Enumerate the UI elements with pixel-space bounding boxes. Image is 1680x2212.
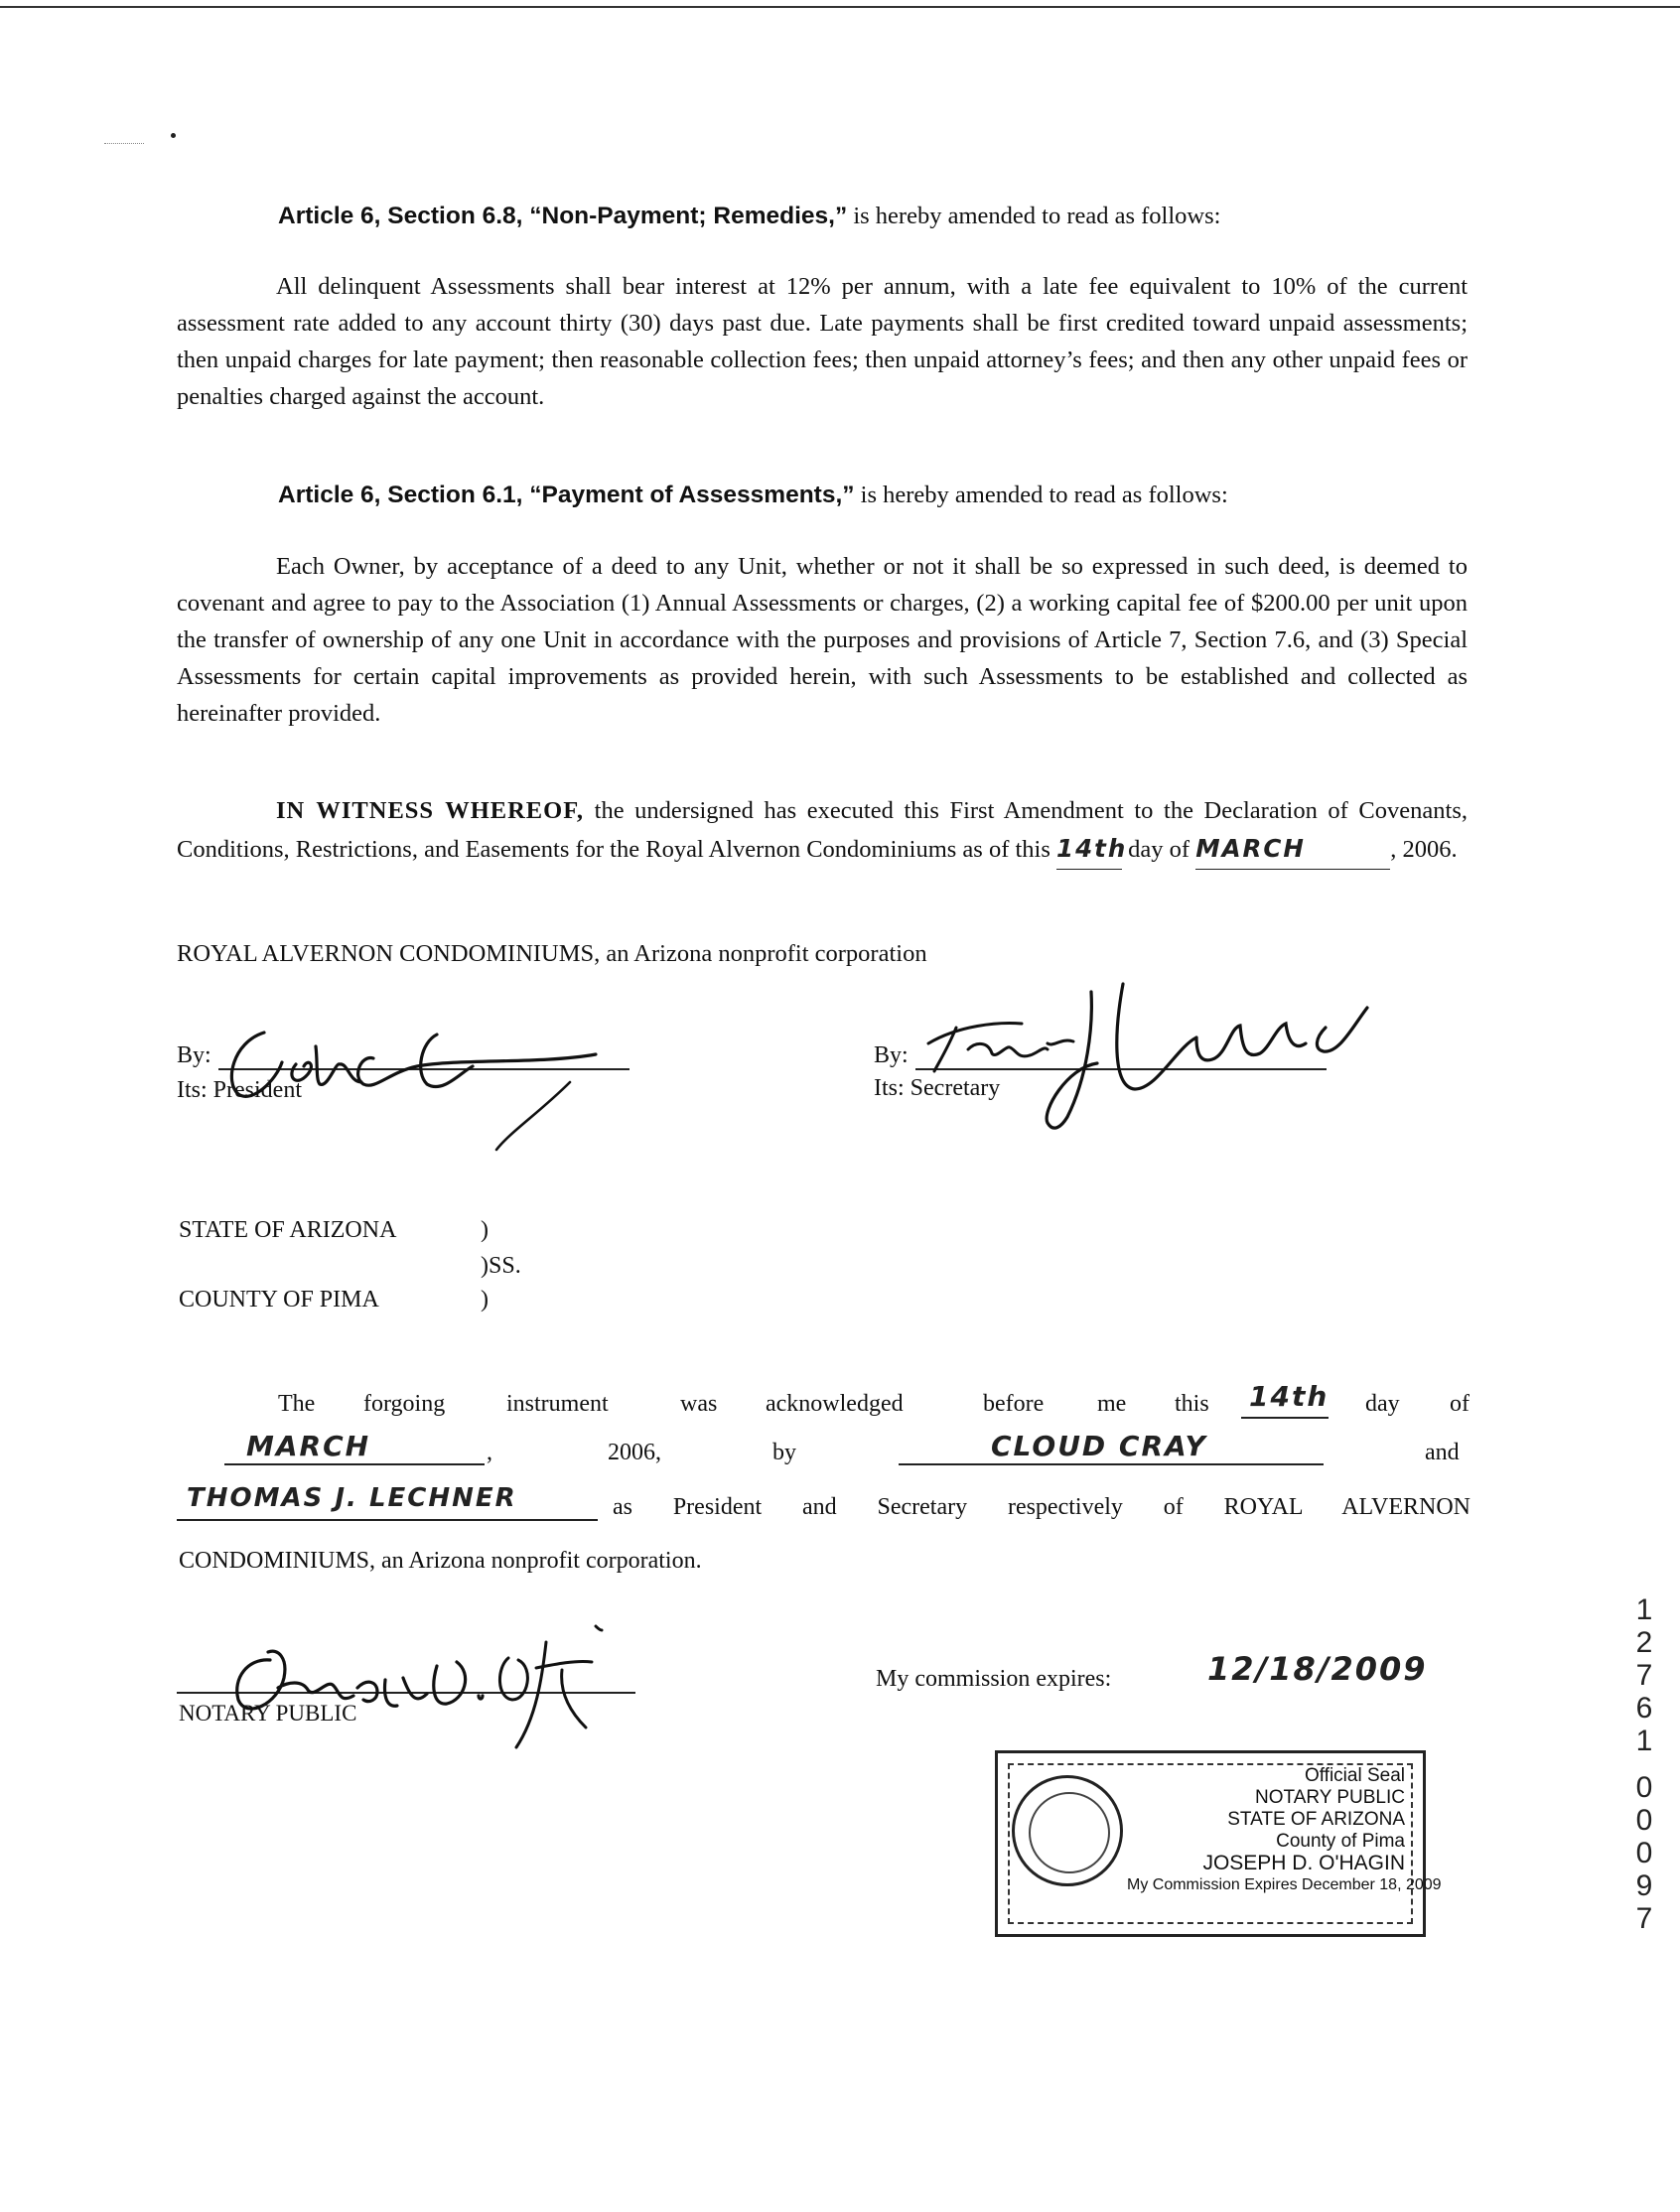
witness-text: the undersigned has executed this First Amendment to the Declaration of Covenants, Conditions, Restrictions, and Easements for the Royal Alvernon Condominiums as of this: [177, 797, 1468, 863]
seal-line: Official Seal: [1304, 1765, 1405, 1786]
ack-word: was: [680, 1391, 718, 1417]
record-digit: 9: [1635, 1869, 1653, 1902]
ack-word: me: [1097, 1391, 1127, 1417]
witness-month-blank: [1195, 830, 1390, 870]
witness-year: , 2006.: [1390, 836, 1458, 863]
seal-line: County of Pima: [1276, 1831, 1405, 1852]
secretary-by-label: By:: [874, 1042, 909, 1068]
section-6-8-text: All delinquent Assessments shall bear interest at 12% per annum, with a late fee equivalent to 10% of the current assessment rate added to any account thirty (30) days past due. Late payments shall be first credited toward unpaid assessments; then unpaid charges for late payment; then reasonable collection fees; then unpaid attorney’s fees; and then any other unpaid fees or penalties charged against the account.: [177, 273, 1468, 410]
witness-day-of: day of: [1122, 836, 1196, 863]
section-6-8-body: [177, 268, 1468, 415]
arizona-seal-emblem: [1012, 1775, 1123, 1886]
ack-word: forgoing: [363, 1391, 446, 1417]
president-signature: [212, 1003, 630, 1162]
witness-paragraph: [177, 792, 1468, 870]
seal-line: My Commission Expires December 18, 2009: [1127, 1876, 1442, 1893]
venue-state: STATE OF ARIZONA: [179, 1217, 397, 1243]
ack-name-president-handwritten: CLOUD CRAY: [991, 1430, 1207, 1462]
ack-month-handwritten: MARCH: [246, 1430, 371, 1462]
venue-paren-1: ): [481, 1217, 489, 1243]
ack-word: this: [1175, 1391, 1209, 1417]
record-digit: 2: [1635, 1626, 1653, 1659]
section-6-1-text: Each Owner, by acceptance of a deed to any Unit, whether or not it shall be so expressed in such deed, is deemed to covenant and agree to pay to the Association (1) Annual Assessments or charges, (2) a working capital fee of $200.00 per unit upon the transfer of ownership of any one Unit in accordance with the purposes and provisions of Article 7, Section 7.6, and (3) Special Assessments for certain capital improvements as provided herein, with such Assessments to be established and collected as hereinafter provided.: [177, 553, 1468, 727]
notary-signature: [218, 1608, 635, 1757]
ack-month-blank: [224, 1463, 485, 1465]
ack-day-handwritten: 14th: [1249, 1380, 1330, 1413]
ack-capacity-text: as President and Secretary respectively of ROYAL ALVERNON: [613, 1494, 1470, 1520]
record-gap: [1632, 1757, 1656, 1771]
record-digit: 6: [1635, 1692, 1653, 1725]
record-digit: 0: [1635, 1837, 1653, 1869]
ack-comma: ,: [487, 1440, 492, 1465]
venue-ss: )SS.: [481, 1253, 521, 1279]
scan-speck: [171, 133, 176, 138]
president-title: Its: President: [177, 1077, 302, 1103]
ack-and: and: [1425, 1440, 1460, 1465]
seal-line: STATE OF ARIZONA: [1227, 1809, 1405, 1830]
witness-month-handwritten: MARCH: [1195, 834, 1306, 863]
corporation-line: [177, 935, 1468, 972]
ack-name-secretary-handwritten: THOMAS J. LECHNER: [187, 1483, 517, 1513]
secretary-title: Its: Secretary: [874, 1075, 1001, 1101]
section-6-8-heading-bold: Article 6, Section 6.8, “Non-Payment; Remedies,”: [278, 203, 848, 229]
seal-text: [1127, 1765, 1442, 1896]
corporation-name: ROYAL ALVERNON CONDOMINIUMS, an Arizona nonprofit corporation: [177, 940, 927, 967]
ack-by: by: [772, 1440, 796, 1465]
notary-public-label: NOTARY PUBLIC: [179, 1701, 357, 1726]
witness-lead: IN WITNESS WHEREOF,: [276, 797, 585, 824]
record-digit: 7: [1635, 1902, 1653, 1935]
section-6-8-heading-rest: is hereby amended to read as follows:: [847, 203, 1221, 229]
section-6-8-heading: [278, 203, 1220, 230]
seal-line: NOTARY PUBLIC: [1255, 1787, 1405, 1808]
record-digit: 7: [1635, 1659, 1653, 1692]
section-6-1-body: [177, 548, 1468, 732]
ack-word: before: [983, 1391, 1045, 1417]
record-number: [1632, 1593, 1656, 1935]
scan-top-edge: [0, 6, 1680, 8]
ack-word: The: [278, 1391, 316, 1417]
venue-paren-2: ): [481, 1287, 489, 1313]
section-6-1-heading-bold: Article 6, Section 6.1, “Payment of Assessments,”: [278, 482, 855, 508]
ack-name-secretary-blank: [177, 1519, 598, 1521]
ack-last-line: CONDOMINIUMS, an Arizona nonprofit corporation.: [179, 1548, 702, 1574]
section-6-1-heading-rest: is hereby amended to read as follows:: [854, 482, 1228, 508]
seal-line: JOSEPH D. O'HAGIN: [1202, 1852, 1405, 1874]
president-by-label: By:: [177, 1042, 211, 1068]
commission-expires-label: My commission expires:: [876, 1666, 1112, 1692]
ack-day-blank: [1241, 1417, 1329, 1419]
witness-day-blank: [1056, 830, 1128, 870]
ack-name-president-blank: [899, 1463, 1324, 1465]
record-digit: 0: [1635, 1771, 1653, 1804]
ack-word: acknowledged: [766, 1391, 904, 1417]
scan-speck-trail: [104, 143, 144, 146]
ack-word: instrument: [506, 1391, 609, 1417]
section-6-1-heading: [278, 482, 1228, 509]
secretary-signature: [899, 968, 1375, 1147]
notary-seal-stamp: [995, 1750, 1442, 1937]
ack-word: of: [1450, 1391, 1470, 1417]
record-digit: 0: [1635, 1804, 1653, 1837]
record-digit: 1: [1635, 1725, 1653, 1757]
venue-county: COUNTY OF PIMA: [179, 1287, 379, 1313]
ack-year: 2006,: [608, 1440, 661, 1465]
ack-word: day: [1365, 1391, 1400, 1417]
commission-date-handwritten: 12/18/2009: [1207, 1650, 1428, 1688]
record-digit: 1: [1635, 1593, 1653, 1626]
witness-day-handwritten: 14th: [1056, 834, 1128, 863]
